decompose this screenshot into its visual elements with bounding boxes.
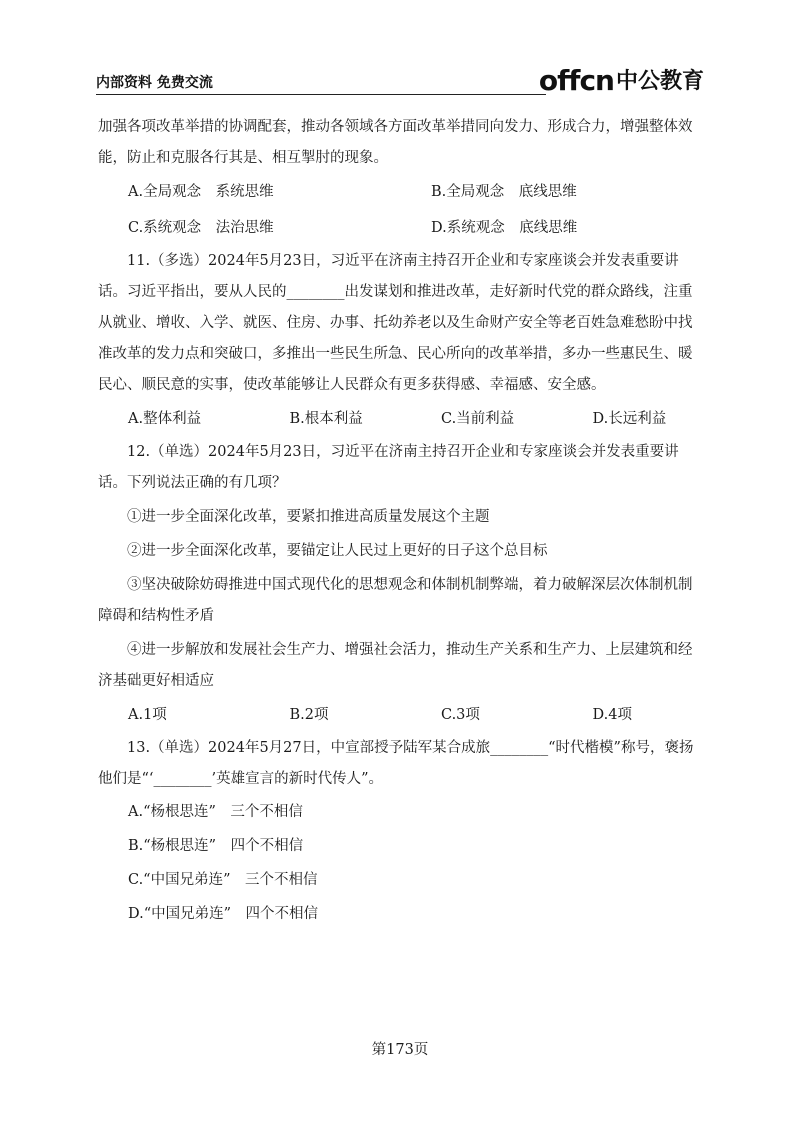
q13-option-c: C.“中国兄弟连” 三个不相信 <box>128 872 318 888</box>
q12-option-d: D.4项 <box>592 707 632 723</box>
q10-option-a: A.全局观念 系统思维 <box>128 184 274 200</box>
q11-option-d: D.长远利益 <box>592 411 667 427</box>
logo-text-en: offcn <box>538 64 614 97</box>
offcn-logo <box>539 62 704 96</box>
q11-stem: 11.（多选）2024年5月23日，习近平在济南主持召开企业和专家座谈会并发表重要讲话。习近平指出，要从人民的________出发谋划和推进改革，走好新时代党的群众路线，注重从就业、增收、入学、就医、住房、办事、托幼养老以及生命财产安全等老百姓急难愁盼中找准改革的发力点和突破口，多推出一些民生所急、民心所向的改革举措，多办一些惠民生、暖民心、顺民意的实事，使改革能够让人民群众有更多获得感、幸福感、安全感。 <box>98 253 693 393</box>
q10-options <box>98 174 704 246</box>
q12-options <box>98 697 704 733</box>
page-number: 第173页 <box>371 1042 429 1058</box>
q10-option-d: D.系统观念 底线思维 <box>431 220 578 236</box>
q10-option-c: C.系统观念 法治思维 <box>128 220 274 236</box>
q12-option-a: A.1项 <box>128 707 167 723</box>
logo-text-cn: 中公教育 <box>615 69 704 94</box>
q11-option-b: B.根本利益 <box>289 411 363 427</box>
q11-option-c: C.当前利益 <box>441 411 515 427</box>
q13-stem: 13.（单选）2024年5月27日，中宣部授予陆军某合成旅________“时代楷模”称号，褒扬他们是“‘________’英雄宣言的新时代传人”。 <box>98 740 694 787</box>
q12-item-4: ④进一步解放和发展社会生产力、增强社会活力，推动生产关系和生产力、上层建筑和经济基础更好相适应 <box>98 642 693 689</box>
header-rule <box>96 94 546 95</box>
header-label: 内部资料 免费交流 <box>96 75 213 91</box>
q12-option-c: C.3项 <box>441 707 480 723</box>
q11-options <box>98 401 704 437</box>
q12-stem: 12.（单选）2024年5月23日，习近平在济南主持召开企业和专家座谈会并发表重要讲话。下列说法正确的有几项？ <box>98 444 679 491</box>
intro-paragraph: 加强各项改革举措的协调配套，推动各领域各方面改革举措同向发力、形成合力，增强整体效能，防止和克服各行其是、相互掣肘的现象。 <box>98 119 693 166</box>
q13-option-b: B.“杨根思连” 四个不相信 <box>128 838 304 854</box>
q12-item-2: ②进一步全面深化改革，要锚定让人民过上更好的日子这个总目标 <box>127 543 548 559</box>
q10-option-b: B.全局观念 底线思维 <box>431 184 577 200</box>
q11-option-a: A.整体利益 <box>128 411 202 427</box>
q12-item-3: ③坚决破除妨碍推进中国式现代化的思想观念和体制机制弊端，着力破解深层次体制机制障碍和结构性矛盾 <box>98 577 693 624</box>
q12-option-b: B.2项 <box>289 707 329 723</box>
document-body <box>98 112 704 931</box>
q12-item-1: ①进一步全面深化改革，要紧扣推进高质量发展这个主题 <box>127 509 490 525</box>
q13-option-d: D.“中国兄弟连” 四个不相信 <box>128 906 319 922</box>
page-header <box>96 62 704 96</box>
q13-option-a: A.“杨根思连” 三个不相信 <box>128 804 303 820</box>
